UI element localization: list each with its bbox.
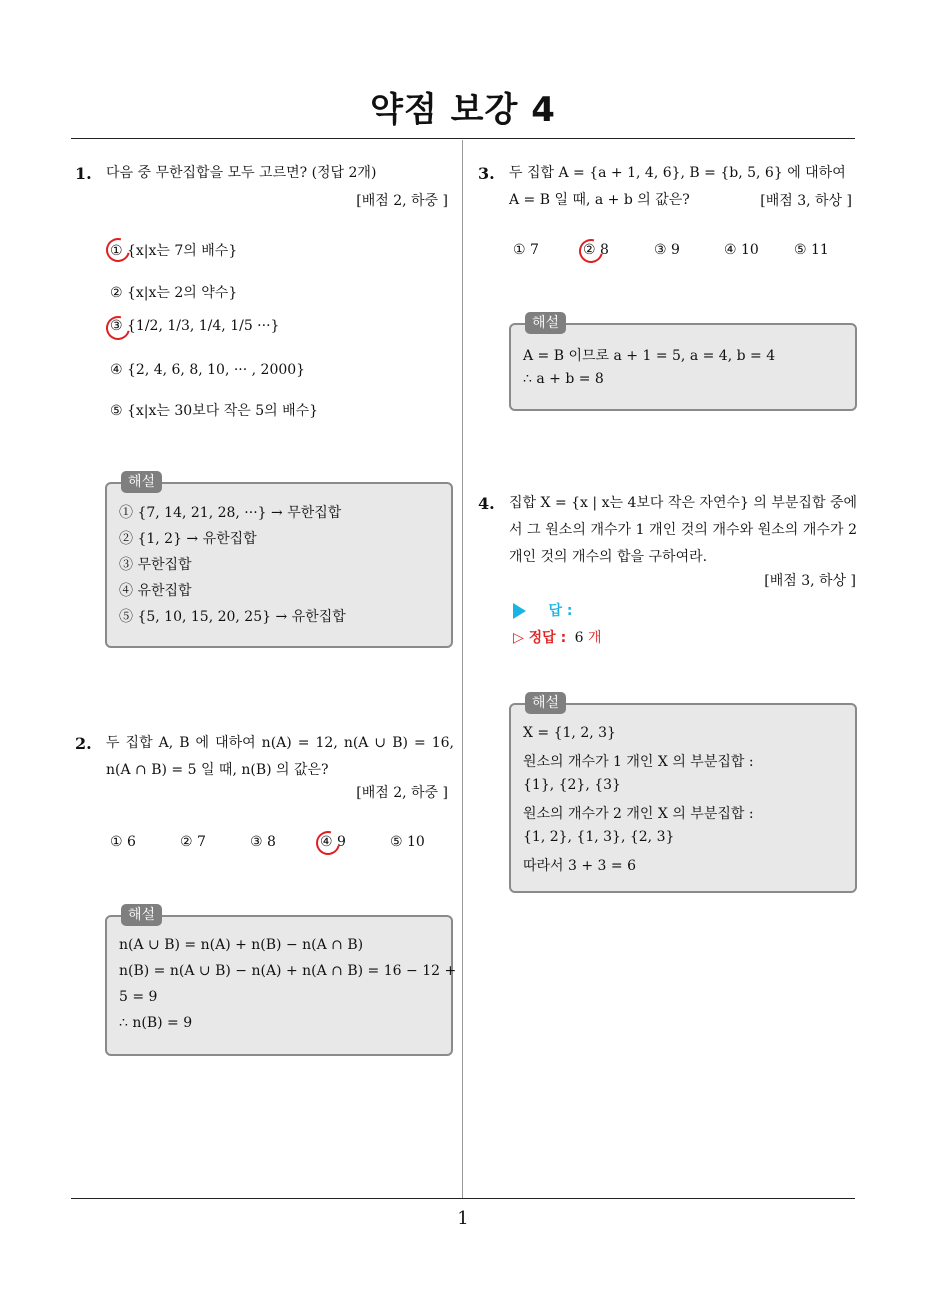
q4-text: 집합 X = {x | x는 4보다 작은 자연수} 의 부분집합 중에서 그 원소의 개수가 1 개인 것의 개수와 원소의 개수가 2 개인 것의 개수의 합을 구하여라.	[509, 495, 857, 565]
q2-solution-line: ∴ n(B) = 9	[119, 1015, 193, 1031]
q1-meta: [배점 2, 하중 ]	[356, 193, 448, 209]
q1-solution-line: ② {1, 2} → 유한집합	[119, 531, 257, 547]
q2-option-3[interactable]: ③ 8	[250, 834, 276, 850]
q3-solution-line: A = B 이므로 a + 1 = 5, a = 4, b = 4	[523, 348, 776, 364]
q1-option-1[interactable]: ① {x|x는 7의 배수}	[110, 243, 238, 259]
q1-solution-line: ④ 유한집합	[119, 583, 192, 599]
q3-option-1[interactable]: ① 7	[513, 242, 539, 258]
q3-solution-label: 해설	[525, 312, 566, 334]
q2-option-5[interactable]: ⑤ 10	[390, 834, 425, 850]
page-number: 1	[457, 1208, 469, 1229]
q1-option-3[interactable]: ③ {1/2, 1/3, 1/4, 1/5 ···}	[110, 318, 280, 334]
q3-option-2[interactable]: ② 8	[583, 242, 609, 258]
q3-text-line1: 두 집합 A = {a + 1, 4, 6}, B = {b, 5, 6} 에 대하여	[509, 165, 846, 181]
q4-correct-unit: 개	[588, 630, 602, 646]
q4-solution-line: {1}, {2}, {3}	[523, 777, 621, 793]
bottom-rule	[71, 1198, 855, 1199]
q4-meta: [배점 3, 하상 ]	[764, 573, 856, 589]
q2-solution-line: 5 = 9	[119, 989, 158, 1005]
q3-option-4[interactable]: ④ 10	[724, 242, 759, 258]
q1-number: 1.	[75, 164, 92, 183]
q4-solution-line: 따라서 3 + 3 = 6	[523, 858, 637, 874]
q4-solution-line: {1, 2}, {1, 3}, {2, 3}	[523, 829, 675, 845]
q3-number: 3.	[478, 164, 495, 183]
q1-solution-label: 해설	[121, 471, 162, 493]
play-arrow-icon	[513, 603, 526, 619]
q3-solution-line: ∴ a + b = 8	[523, 371, 604, 387]
q2-text: 두 집합 A, B 에 대하여 n(A) = 12, n(A ∪ B) = 16, n(A ∩ B) = 5 일 때, n(B) 의 값은?	[106, 735, 454, 778]
q1-solution-line: ③ 무한집합	[119, 557, 192, 573]
q4-correct-row	[513, 627, 602, 647]
page-title: 약점 보강 4	[370, 90, 556, 130]
q2-meta: [배점 2, 하중 ]	[356, 785, 448, 801]
q1-solution-box	[105, 474, 453, 648]
q4-number: 4.	[478, 494, 495, 513]
q4-answer-row	[513, 600, 572, 620]
q1-solution-line: ① {7, 14, 21, 28, ···} → 무한집합	[119, 505, 342, 521]
q4-solution-line: X = {1, 2, 3}	[523, 725, 616, 741]
q4-solution-box	[509, 695, 857, 893]
q4-answer-label: 답 :	[548, 603, 573, 619]
column-divider	[462, 140, 463, 1198]
q4-solution-label: 해설	[525, 692, 566, 714]
q2-option-2[interactable]: ② 7	[180, 834, 206, 850]
top-rule	[71, 138, 855, 139]
q2-option-4[interactable]: ④ 9	[320, 834, 346, 850]
q3-text-line2: A = B 일 때, a + b 의 값은?	[509, 192, 690, 208]
q4-solution-line: 원소의 개수가 2 개인 X 의 부분집합 :	[523, 806, 754, 822]
q3-option-5[interactable]: ⑤ 11	[794, 242, 829, 258]
q4-correct-value: 6	[574, 630, 584, 646]
q2-solution-label: 해설	[121, 904, 162, 926]
q2-solution-line: n(B) = n(A ∪ B) − n(A) + n(A ∩ B) = 16 − 12 +	[119, 963, 457, 979]
q1-option-2[interactable]: ② {x|x는 2의 약수}	[110, 285, 238, 301]
q1-option-5[interactable]: ⑤ {x|x는 30보다 작은 5의 배수}	[110, 403, 319, 419]
q3-option-3[interactable]: ③ 9	[654, 242, 680, 258]
q3-solution-box	[509, 315, 857, 411]
q2-solution-box	[105, 907, 457, 1056]
q4-solution-line: 원소의 개수가 1 개인 X 의 부분집합 :	[523, 754, 754, 770]
q1-text: 다음 중 무한집합을 모두 고르면? (정답 2개)	[106, 165, 377, 181]
q2-solution-line: n(A ∪ B) = n(A) + n(B) − n(A ∩ B)	[119, 937, 364, 953]
q1-solution-line: ⑤ {5, 10, 15, 20, 25} → 유한집합	[119, 609, 346, 625]
q1-option-4[interactable]: ④ {2, 4, 6, 8, 10, ··· , 2000}	[110, 362, 306, 378]
q2-option-1[interactable]: ① 6	[110, 834, 136, 850]
q2-number: 2.	[75, 734, 92, 753]
q4-correct-label: ▷ 정답 :	[513, 630, 567, 646]
q3-meta: [배점 3, 하상 ]	[760, 193, 852, 209]
